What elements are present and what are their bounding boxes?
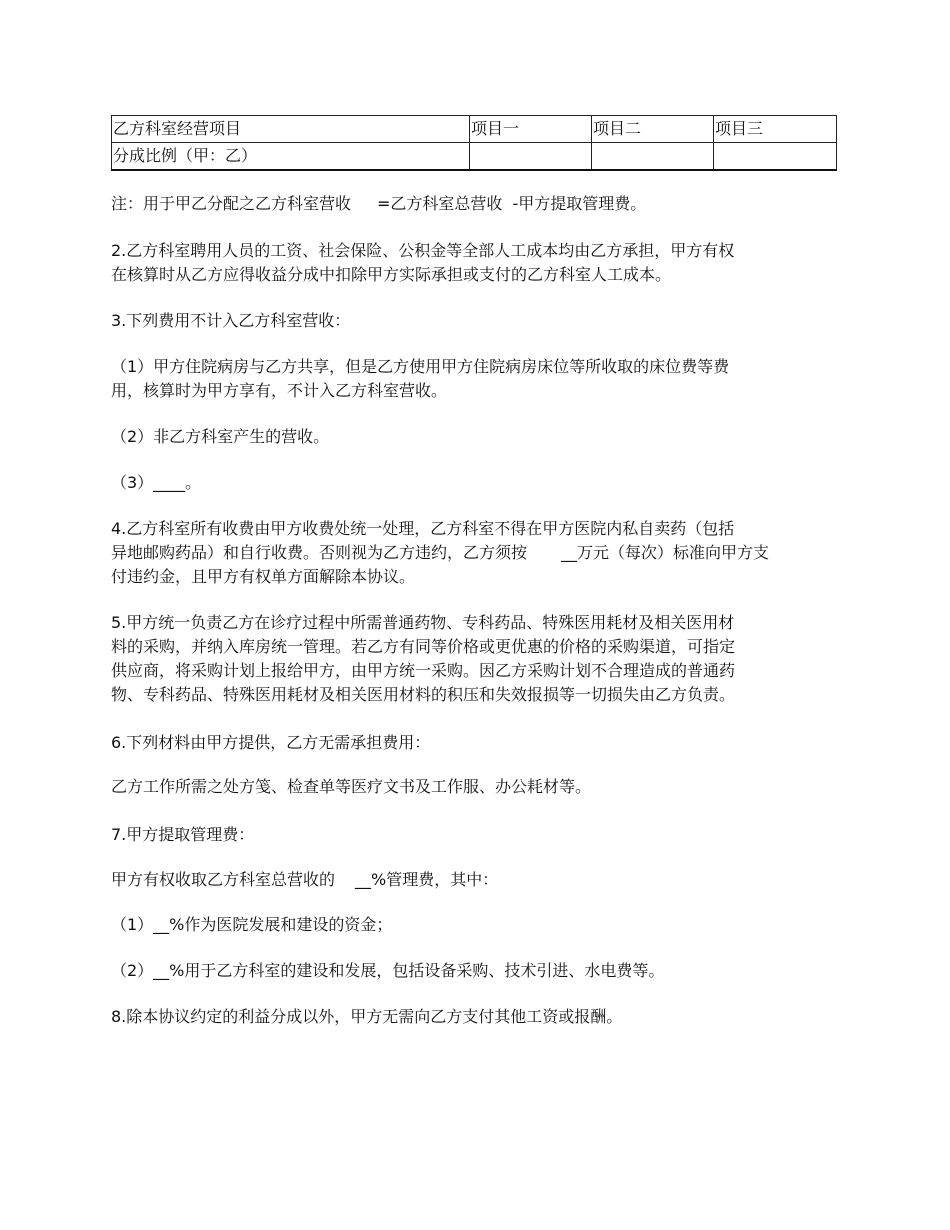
table-cell — [470, 143, 592, 171]
table-cell: 乙方科室经营项目 — [112, 116, 470, 143]
clause-2-line: 在核算时从乙方应得收益分成中扣除甲方实际承担或支付的乙方科室人工成本。 — [111, 265, 672, 284]
note-part: 注：用于甲乙分配之乙方科室营收 — [111, 194, 352, 213]
table-cell: 项目一 — [470, 116, 592, 143]
table-cell — [592, 143, 714, 171]
clause-5-line: 料的采购，并纳入库房统一管理。若乙方有同等价格或更优惠的价格的采购渠道，可指定 — [111, 637, 736, 656]
table-header-row — [112, 116, 837, 143]
table-cell: 项目三 — [714, 116, 837, 143]
note-part: -甲方提取管理费。 — [512, 194, 647, 213]
clause-3-item-1-line: （1）甲方住院病房与乙方共享，但是乙方使用甲方住院病房床位等所收取的床位费等费 — [111, 357, 730, 376]
clause-3-item-2: （2）非乙方科室产生的营收。 — [111, 427, 330, 446]
clause-6-body: 乙方工作所需之处方笺、检查单等医疗文书及工作服、办公耗材等。 — [111, 777, 592, 796]
clause-4-line: 4.乙方科室所有收费由甲方收费处统一处理，乙方科室不得在甲方医院内私自卖药（包括 — [111, 519, 735, 538]
clause-2-line: 2.乙方科室聘用人员的工资、社会保险、公积金等全部人工成本均由乙方承担，甲方有权 — [111, 241, 735, 260]
profit-share-table — [111, 115, 837, 171]
clause-7-part: __%管理费，其中： — [355, 870, 499, 889]
table-cell — [714, 143, 837, 171]
clause-5-line: 供应商，将采购计划上报给甲方，由甲方统一采购。因乙方采购计划不合理造成的普通药 — [111, 661, 736, 680]
clause-5-line: 物、专科药品、特殊医用耗材及相关医用材料的积压和失效报损等一切损失由乙方负责。 — [111, 685, 736, 704]
clause-3-title: 3.下列费用不计入乙方科室营收： — [111, 311, 351, 330]
clause-7-body — [111, 868, 498, 892]
clause-6-title: 6.下列材料由甲方提供，乙方无需承担费用： — [111, 733, 431, 752]
note-part: =乙方科室总营收 — [377, 194, 503, 213]
note-line — [111, 192, 646, 216]
clause-4-part: 异地邮购药品）和自行收费。否则视为乙方违约，乙方须按 — [111, 543, 528, 562]
clause-7-title: 7.甲方提取管理费： — [111, 825, 255, 844]
clause-3-item-3: （3）____。 — [111, 473, 202, 492]
table-cell: 分成比例（甲：乙） — [112, 143, 470, 171]
clause-4-line: 付违约金，且甲方有权单方面解除本协议。 — [111, 567, 416, 586]
table-row — [112, 143, 837, 171]
clause-7-item-2: （2）__%用于乙方科室的建设和发展，包括设备采购、技术引进、水电费等。 — [111, 961, 665, 980]
clause-8: 8.除本协议约定的利益分成以外，甲方无需向乙方支付其他工资或报酬。 — [111, 1007, 623, 1026]
clause-5-line: 5.甲方统一负责乙方在诊疗过程中所需普通药物、专科药品、特殊医用耗材及相关医用材 — [111, 613, 735, 632]
clause-3-item-1-line: 用，核算时为甲方享有，不计入乙方科室营收。 — [111, 381, 448, 400]
clause-7-item-1: （1）__%作为医院发展和建设的资金； — [111, 915, 393, 934]
clause-4-part: __万元（每次）标准向甲方支 — [561, 543, 770, 562]
clause-7-part: 甲方有权收取乙方科室总营收的 — [111, 870, 336, 889]
clause-4-line — [111, 541, 769, 565]
table-cell: 项目二 — [592, 116, 714, 143]
